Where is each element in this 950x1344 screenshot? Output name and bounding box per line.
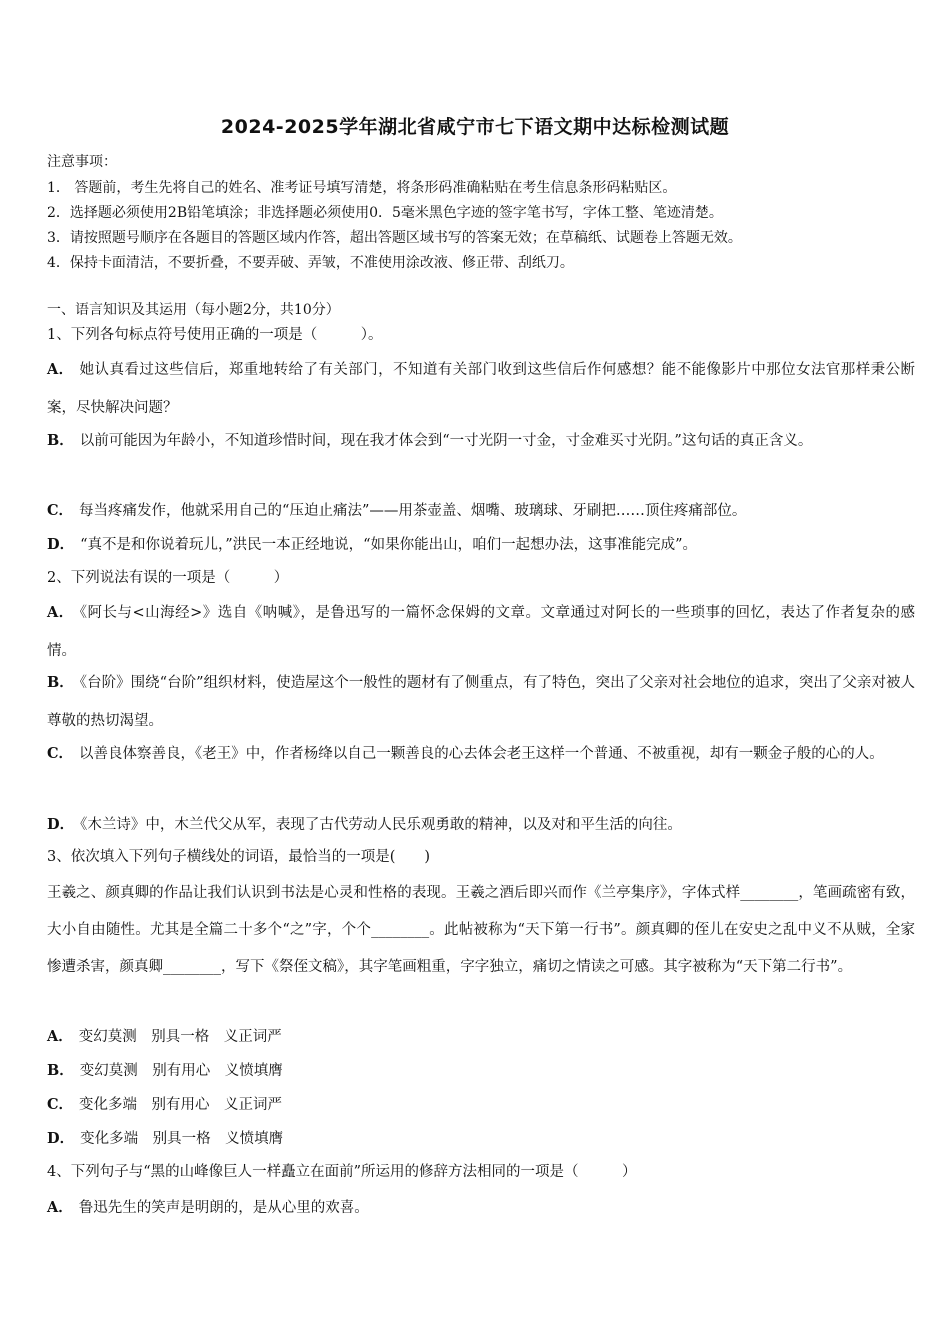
question-4-stem: 4、下列句子与“黑的山峰像巨人一样矗立在面前”所运用的修辞方法相同的一项是（ ）	[47, 1164, 637, 1180]
notice-list	[47, 176, 917, 276]
page-title: 2024-2025学年湖北省咸宁市七下语文期中达标检测试题	[220, 116, 730, 138]
q3-option-a	[47, 1018, 915, 1056]
option-label: C．	[47, 502, 74, 519]
q2-option-d	[47, 806, 915, 844]
option-text: 《台阶》围绕“台阶”组织材料，使造屋这个一般性的题材有了侧重点，有了特色，突出了父亲对社会地位的追求，突出了父亲对被人尊敬的热切渴望。	[47, 675, 915, 729]
option-label: B．	[47, 674, 74, 691]
q1-option-a	[47, 351, 915, 427]
section-heading: 一、语言知识及其运用（每小题2分，共10分）	[47, 302, 340, 318]
q2-option-a	[47, 594, 915, 670]
notice-item: 1． 答题前，考生先将自己的姓名、准考证号填写清楚，将条形码准确粘贴在考生信息条形码粘贴区。	[47, 180, 677, 196]
notice-item: 2．选择题必须使用2B铅笔填涂；非选择题必须使用0．5毫米黑色字迹的签字笔书写，字体工整、笔迹清楚。	[47, 205, 723, 221]
option-text: 《木兰诗》中，木兰代父从军，表现了古代劳动人民乐观勇敢的精神，以及对和平生活的向往。	[80, 817, 682, 833]
notice-heading: 注意事项：	[47, 154, 117, 170]
q3-passage: 王羲之、颜真卿的作品让我们认识到书法是心灵和性格的表现。王羲之酒后即兴而作《兰亭集序》，字体式样________，笔画疏密有致，大小自由随性。尤其是全篇二十多个“之”字，个个________。此帖被称为“天下第一行书”。颜真卿的侄儿在安史之乱中义不从贼，全家惨遭杀害，颜真卿________，写下《祭侄文稿》，其字笔画粗重，字字独立，痛切之情读之可感。其字被称为“天下第二行书”。	[47, 885, 915, 975]
option-text: 变化多端 别具一格 义愤填膺	[80, 1131, 284, 1147]
q1-option-d	[47, 526, 915, 564]
question-2-stem: 2、下列说法有误的一项是（ ）	[47, 570, 289, 586]
option-label: C．	[47, 1096, 74, 1113]
option-label: D．	[47, 1130, 75, 1147]
option-label: A．	[47, 604, 74, 621]
question-3-stem: 3、依次填入下列句子横线处的词语，最恰当的一项是( )	[47, 849, 431, 865]
option-text: 她认真看过这些信后，郑重地转给了有关部门，不知道有关部门收到这些信后作何感想？能不能像影片中那位女法官那样秉公断案，尽快解决问题？	[47, 362, 915, 416]
question-1-stem: 1、下列各句标点符号使用正确的一项是（ ）。	[47, 327, 383, 343]
option-label: B．	[47, 432, 74, 449]
option-text: 变化多端 别有用心 义正词严	[79, 1097, 283, 1113]
option-text: 鲁迅先生的笑声是明朗的，是从心里的欢喜。	[78, 1200, 369, 1216]
option-label: B．	[47, 1062, 74, 1079]
q3-option-c	[47, 1086, 915, 1124]
q4-option-a	[47, 1189, 915, 1227]
option-text: 变幻莫测 别具一格 义正词严	[78, 1029, 282, 1045]
option-text: “真不是和你说着玩儿，”洪民一本正经地说，“如果你能出山，咱们一起想办法，这事准能完成”。	[80, 537, 697, 553]
option-text: 每当疼痛发作，他就采用自己的“压迫止痛法”——用茶壶盖、烟嘴、玻璃球、牙刷把……顶住疼痛部位。	[79, 503, 747, 519]
option-label: A．	[47, 1028, 73, 1045]
option-text: 以善良体察善良，《老王》中，作者杨绛以自己一颗善良的心去体会老王这样一个普通、不被重视，却有一颗金子般的心的人。	[79, 746, 884, 762]
option-text: 变幻莫测 别有用心 义愤填膺	[79, 1063, 283, 1079]
q1-option-b	[47, 422, 915, 460]
option-label: A．	[47, 1199, 73, 1216]
q1-option-c	[47, 492, 915, 530]
q2-option-b	[47, 664, 915, 740]
option-label: D．	[47, 816, 75, 833]
option-label: A．	[47, 361, 74, 378]
q2-option-c	[47, 735, 915, 773]
option-text: 《阿长与<山海经>》选自《呐喊》，是鲁迅写的一篇怀念保姆的文章。文章通过对阿长的一些琐事的回忆，表达了作者复杂的感情。	[47, 605, 915, 659]
q3-option-d	[47, 1120, 915, 1158]
q3-option-b	[47, 1052, 915, 1090]
option-text: 以前可能因为年龄小，不知道珍惜时间，现在我才体会到“一寸光阴一寸金，寸金难买寸光阴。”这句话的真正含义。	[79, 433, 813, 449]
option-label: C．	[47, 745, 74, 762]
notice-item: 4．保持卡面清洁，不要折叠，不要弄破、弄皱，不准使用涂改液、修正带、刮纸刀。	[47, 255, 574, 271]
notice-item: 3．请按照题号顺序在各题目的答题区域内作答，超出答题区域书写的答案无效；在草稿纸、试题卷上答题无效。	[47, 230, 742, 246]
option-label: D．	[47, 536, 75, 553]
